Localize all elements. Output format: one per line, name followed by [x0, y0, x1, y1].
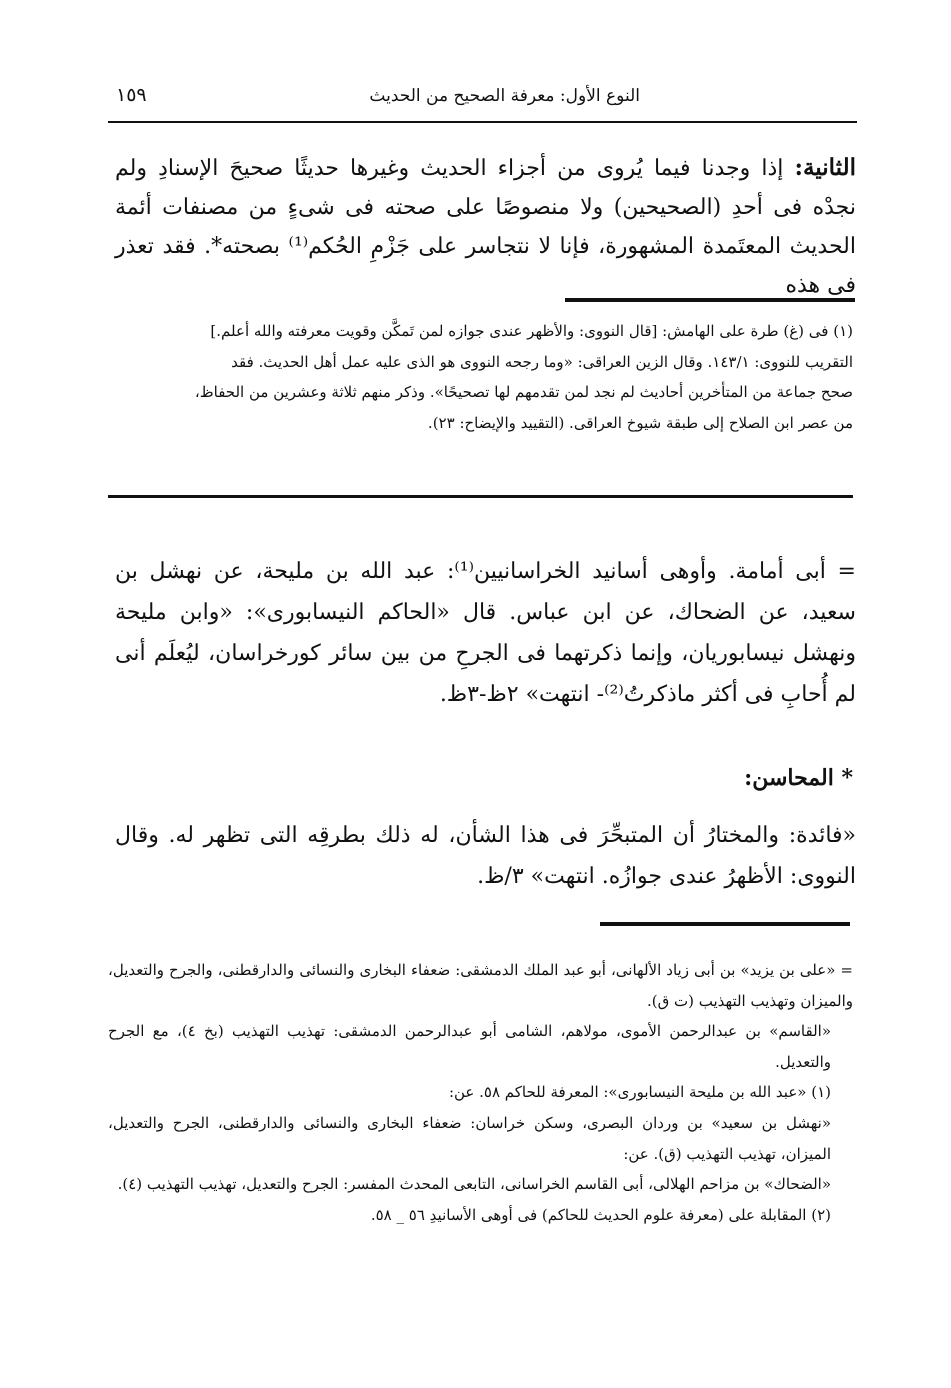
main-paragraph-3 [115, 815, 856, 897]
paragraph-text: إذا وجدنا فيما يُروى من أجزاء الحديث وغيرها حديثًا صحيحَ الإسنادِ ولم نجدْه فى أحدِ (الصحيحين) ولا منصوصًا على صحته فى شىءٍ من مصنفات أئمة الحديث المعتَمدة المشهورة، فإنا لا نتجاسر على جَزْمِ الحُكم⁽¹⁾ بصحته*. فقد تعذر فى هذه [115, 156, 856, 298]
section-divider [108, 495, 853, 498]
footnote-separator [600, 922, 850, 926]
footnotes-block-1 [108, 316, 853, 438]
footnote-line: من عصر ابن الصلاح إلى طبقة شيوخ العراقى. (التقييد والإيضاح: ٢٣). [427, 413, 853, 432]
paragraph-text: = أبى أمامة. وأوهى أسانيد الخراسانيين⁽¹⁾: عبد الله بن مليحة، عن نهشل بن سعيد، عن الضحاك، عن ابن عباس. قال «الحاكم النيسابورى»: «وابن مليحة ونهشل نيسابوريان، وإنما ذكرتهما فى الجرحِ من بين سائر كورخراسان، ليُعلَم أنى لم أُحابِ فى أكثر ماذكرتُ⁽²⁾- انتهت» ٢ظ-٣ظ. [115, 559, 856, 707]
paragraph-lead: الثانية: [794, 154, 856, 181]
footnote-line: التقريب للنووى: ١٤٣/١. وقال الزين العراقى: «وما رجحه النووى هو الذى عليه عمل أهل الحديث. فقد [231, 352, 853, 371]
footnote-line: «نهشل بن سعيد» بن وردان البصرى، وسكن خراسان: ضعفاء البخارى والنسائى والدارقطنى، الجرح والتعديل، الميزان، تهذيب التهذيب (ق). عن: [108, 1113, 831, 1163]
footnote-line: = «على بن يزيد» بن أبى زياد الألهانى، أبو عبد الملك الدمشقى: ضعفاء البخارى والنسائى والدارقطنى، والجرح والتعديل، والميزان وتهذيب التهذيب (ت ق). [108, 961, 853, 1010]
header-rule [108, 121, 857, 123]
paragraph-text: «فائدة: والمختارُ أن المتبحِّرَ فى هذا الشأن، له ذلك بطرقِه التى تظهر له. وقال النووى: الأظهرُ عندى جوازُه. انتهت» ٣/ظ. [115, 823, 856, 889]
page-header [110, 82, 855, 116]
page-number: ١٥٩ [116, 84, 147, 106]
running-head: النوع الأول: معرفة الصحيح من الحديث [369, 86, 640, 106]
footnote-separator [565, 298, 855, 302]
section-heading: * المحاسن: [744, 765, 853, 791]
footnotes-block-2 [108, 955, 853, 1230]
footnote-line: «القاسم» بن عبدالرحمن الأموى، مولاهم، الشامى أبو عبدالرحمن الدمشقى: تهذيب التهذيب (بخ ٤)، مع الجرح والتعديل. [108, 1022, 831, 1071]
footnote-line: «الضحاك» بن مزاحم الهلالى، أبى القاسم الخراسانى، التابعى المحدث المفسر: الجرح والتعديل، تهذيب التهذيب (٤). [117, 1175, 831, 1194]
footnote-line: (١) «عبد الله بن مليحة النيسابورى»: المعرفة للحاكم ٥٨. عن: [448, 1083, 831, 1102]
footnote-line: صحح جماعة من المتأخرين أحاديث لم نجد لمن تقدمهم لها تصحيحًا». وذكر منهم ثلاثة وعشرين من الحفاظ، [194, 383, 853, 401]
main-paragraph-2 [115, 551, 856, 715]
main-paragraph-1 [115, 148, 856, 305]
footnote-line: (٢) المقابلة على (معرفة علوم الحديث للحاكم) فى أوهى الأسانيدِ ٥٦ _ ٥٨. [370, 1205, 831, 1224]
footnote-line: (١) فى (غ) طرة على الهامش: [قال النووى: والأظهر عندى جوازه لمن تَمكَّن وقويت معرفته والله أعلم.] [210, 322, 853, 340]
